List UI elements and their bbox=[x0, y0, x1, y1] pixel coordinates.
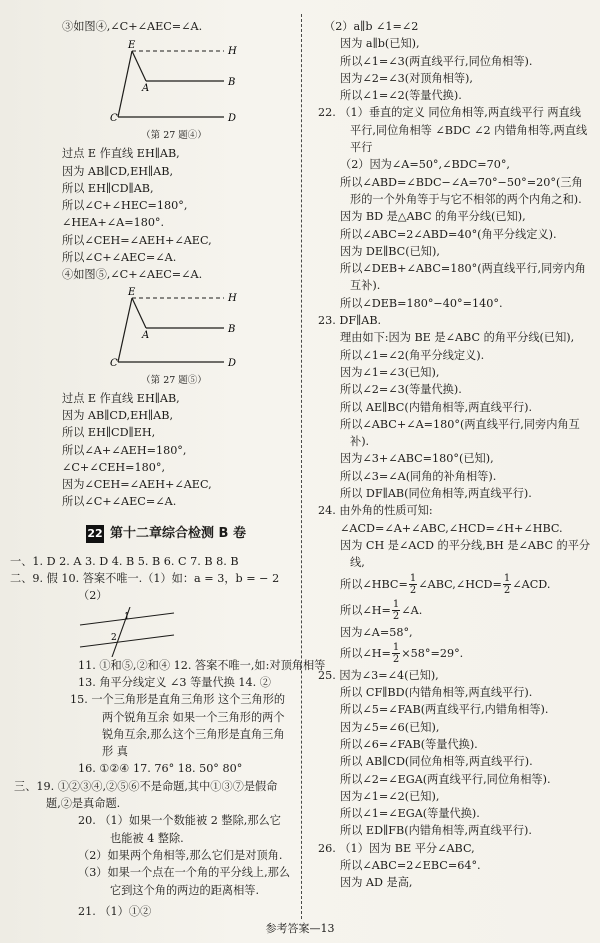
fig4-line: 因为 AB∥CD,EH∥AB, bbox=[62, 164, 174, 178]
fraction-half bbox=[392, 599, 400, 622]
q24-text: ∠A. bbox=[401, 603, 423, 617]
q25-line: 因为∠1=∠2(已知), bbox=[340, 789, 440, 803]
fraction-numerator: 1 bbox=[392, 642, 400, 654]
fraction-numerator: 1 bbox=[409, 573, 417, 584]
q22-line: 因为 BD 是△ABC 的角平分线(已知), bbox=[340, 210, 526, 224]
fig5-line: 过点 E 作直线 EH∥AB, bbox=[62, 391, 180, 405]
fraction-half bbox=[503, 573, 511, 596]
fig5-label-e: E bbox=[128, 286, 136, 298]
figure-27-5-diagram bbox=[56, 286, 292, 374]
q21-line: （2）a∥b ∠1=∠2 bbox=[324, 20, 419, 33]
answers-20-2: （2）如果两个角相等,那么它们是对顶角. bbox=[78, 848, 283, 862]
answers-11-12: 11. ①和⑤,②和④ 12. 答案不唯一,如:对顶角相等 bbox=[78, 658, 326, 672]
q25-line: 所以∠6=∠FAB(等量代换). bbox=[340, 737, 478, 751]
answers-fill-blank-2: （2） bbox=[78, 589, 108, 603]
q24-text: ∠ABC,∠HCD= bbox=[418, 577, 502, 591]
q24-text: 所以∠H= bbox=[340, 603, 391, 617]
fig4-line: 所以∠C+∠AEC=∠A. bbox=[62, 251, 177, 265]
fig5-line: 所以∠A+∠AEH=180°, bbox=[62, 443, 187, 457]
figure-27-5 bbox=[56, 286, 292, 388]
fig5-label-h: H bbox=[228, 292, 237, 304]
fig4-line: 所以 EH∥CD∥AB, bbox=[62, 181, 154, 195]
answers-fill-blank: 二、9. 假 10. 答案不唯一.（1）如：a = 3，b = − 2 bbox=[10, 572, 280, 586]
fig5-line: 因为 AB∥CD,EH∥AB, bbox=[62, 408, 174, 422]
fig5-label-d: D bbox=[228, 357, 237, 369]
fraction-denominator: 2 bbox=[392, 611, 400, 622]
fraction-half bbox=[392, 642, 400, 665]
q23-line: 所以 AE∥BC(内错角相等,两直线平行). bbox=[340, 400, 533, 414]
q26-intro: 26. （1）因为 BE 平分∠ABC, bbox=[318, 841, 475, 855]
q21-line: 因为 a∥b(已知), bbox=[340, 37, 420, 51]
fig4-label-d: D bbox=[228, 113, 237, 125]
q22-part1: 22. （1）垂直的定义 同位角相等,两直线平行 两直线平行,同位角相等 ∠BDC ∠2 内错角相等,两直线平行 bbox=[318, 106, 588, 155]
fig5-label-a: A bbox=[142, 329, 150, 341]
answers-15: 15. 一个三角形是直角三角形 这个三角形的两个锐角互余 如果一个三角形的两个锐角互余,那么这个三角形是直角三角形 真 bbox=[70, 693, 286, 759]
fig10-label-1: 1 bbox=[124, 611, 130, 622]
figure-27-4-diagram bbox=[56, 37, 292, 129]
q26-line: 因为 AD 是高, bbox=[340, 876, 413, 890]
fig5-intro: ④如图⑤,∠C+∠AEC=∠A. bbox=[62, 268, 203, 282]
q25-line: 所以 CF∥BD(内错角相等,两直线平行). bbox=[340, 686, 533, 700]
answers-13-14: 13. 角平分线定义 ∠3 等量代换 14. ② bbox=[78, 675, 271, 689]
q23-line: 因为∠1=∠3(已知), bbox=[340, 365, 440, 379]
q22-line: 所以∠ABD=∠BDC−∠A=70°−50°=20°(三角形的一个外角等于与它不相邻的两个内角之和). bbox=[340, 175, 583, 206]
q24-line: 因为 CH 是∠ACD 的平分线,BH 是∠ABC 的平分线, bbox=[340, 538, 591, 570]
figure-q10 bbox=[78, 607, 292, 657]
answers-21: 21. （1）①② bbox=[78, 904, 152, 918]
q25-line: 所以 ED∥FB(内错角相等,两直线平行). bbox=[340, 824, 532, 838]
answers-16-18: 16. ①②④ 17. 76° 18. 50° 80° bbox=[78, 762, 243, 776]
q23-answer: 23. DF∥AB. bbox=[318, 314, 382, 328]
fig4-label-h: H bbox=[228, 46, 237, 58]
fig4-label-c: C bbox=[110, 113, 118, 125]
fig4-line: ∠HEA+∠A=180°. bbox=[62, 216, 165, 230]
left-column bbox=[10, 18, 326, 920]
q24-line: ∠ACD=∠A+∠ABC,∠HCD=∠H+∠HBC. bbox=[340, 521, 563, 535]
q25-line: 所以 AB∥CD(同位角相等,两直线平行). bbox=[340, 755, 533, 769]
fig10-label-2: 2 bbox=[111, 632, 117, 643]
q25-line: 所以∠1=∠EGA(等量代换). bbox=[340, 807, 480, 821]
q23-line: 所以∠3=∠A(同角的补角相等). bbox=[340, 469, 497, 483]
q26-line: 所以∠ABC=2∠EBC=64°. bbox=[340, 859, 481, 873]
q22-line: 所以∠DEB+∠ABC=180°(两直线平行,同旁内角互补). bbox=[340, 262, 586, 293]
q24-text: ∠ACD. bbox=[512, 577, 551, 591]
q21-line: 所以∠1=∠2(等量代换). bbox=[340, 89, 462, 103]
fig4-label-b: B bbox=[228, 77, 236, 89]
q25-line: 所以∠2=∠EGA(两直线平行,同位角相等). bbox=[340, 772, 551, 786]
answers-20-1: 20. （1）如果一个数能被 2 整除,那么它也能被 4 整除. bbox=[78, 814, 281, 845]
q23-line: 所以 DF∥AB(同位角相等,两直线平行). bbox=[340, 487, 532, 501]
q21-line: 因为∠2=∠3(对顶角相等), bbox=[340, 71, 473, 85]
fig5-caption: （第 27 题⑤） bbox=[141, 374, 207, 386]
q23-line: 理由如下:因为 BE 是∠ABC 的角平分线(已知), bbox=[340, 331, 575, 345]
fraction-numerator: 1 bbox=[503, 573, 511, 584]
q25-line: 所以∠5=∠FAB(两直线平行,内错角相等). bbox=[340, 703, 549, 717]
section-heading bbox=[86, 525, 292, 543]
fig5-line: 因为∠CEH=∠AEH+∠AEC, bbox=[62, 478, 212, 492]
fraction-denominator: 2 bbox=[503, 585, 511, 596]
fraction-numerator: 1 bbox=[392, 599, 400, 610]
q24-fraction-line-2 bbox=[318, 598, 592, 624]
section-number: 22 bbox=[86, 525, 104, 543]
fraction-denominator: 2 bbox=[409, 585, 417, 596]
fig5-label-b: B bbox=[228, 323, 236, 335]
fig4-label-a: A bbox=[142, 83, 150, 95]
fig5-label-c: C bbox=[110, 357, 118, 369]
q22-line: （2）因为∠A=50°,∠BDC=70°, bbox=[340, 158, 510, 172]
fig4-line: 所以∠CEH=∠AEH+∠AEC, bbox=[62, 233, 212, 247]
q23-line: 因为∠3+∠ABC=180°(已知), bbox=[340, 452, 494, 466]
fig4-caption: （第 27 题④） bbox=[141, 130, 207, 142]
q25-line: 因为∠5=∠6(已知), bbox=[340, 720, 440, 734]
fig4-intro: ③如图④,∠C+∠AEC=∠A. bbox=[62, 20, 203, 33]
q23-line: 所以∠1=∠2(角平分线定义). bbox=[340, 348, 485, 362]
q24-text: ×58°=29°. bbox=[401, 646, 464, 660]
fig5-line: ∠C+∠CEH=180°, bbox=[62, 460, 166, 474]
q21-line: 所以∠1=∠3(两直线平行,同位角相等). bbox=[340, 54, 533, 68]
q24-intro: 24. 由外角的性质可知: bbox=[318, 504, 433, 518]
fig4-line: 所以∠C+∠HEC=180°, bbox=[62, 199, 188, 213]
fig4-line: 过点 E 作直线 EH∥AB, bbox=[62, 147, 180, 161]
q24-text: 所以∠H= bbox=[340, 646, 391, 660]
page-footer: 参考答案—13 bbox=[265, 922, 335, 935]
q23-line: 所以∠ABC+∠A=180°(两直线平行,同旁内角互补). bbox=[340, 417, 580, 449]
q22-line: 所以∠DEB=180°−40°=140°. bbox=[340, 296, 503, 310]
answers-19: 三、19. ①②③④,②⑤⑥不是命题,其中①③⑦是假命题,②是真命题. bbox=[14, 779, 278, 811]
figure-27-4 bbox=[56, 37, 292, 143]
right-column bbox=[318, 18, 592, 892]
q23-line: 所以∠2=∠3(等量代换). bbox=[340, 383, 462, 397]
answers-20-3: （3）如果一个点在一个角的平分线上,那么它到这个角的两边的距离相等. bbox=[78, 866, 291, 897]
fraction-half bbox=[409, 573, 417, 596]
figure-q10-diagram bbox=[78, 607, 178, 657]
answers-multiple-choice: 一、1. D 2. A 3. D 4. B 5. B 6. C 7. B 8. B bbox=[10, 554, 239, 568]
q22-line: 所以∠ABC=2∠ABD=40°(角平分线定义). bbox=[340, 227, 557, 241]
fig5-line: 所以∠C+∠AEC=∠A. bbox=[62, 495, 177, 509]
q24-line: 因为∠A=58°, bbox=[340, 625, 413, 639]
section-title: 第十二章综合检测 B 卷 bbox=[110, 526, 246, 542]
fig5-line: 所以 EH∥CD∥EH, bbox=[62, 426, 156, 440]
column-divider bbox=[301, 14, 302, 919]
q22-line: 因为 DE∥BC(已知), bbox=[340, 244, 440, 258]
q24-fraction-line-1 bbox=[318, 572, 592, 598]
q24-text: 所以∠HBC= bbox=[340, 577, 408, 591]
fig4-label-e: E bbox=[128, 40, 136, 52]
q25-intro: 25. 因为∠3=∠4(已知), bbox=[318, 668, 439, 682]
q24-fraction-line-3 bbox=[318, 641, 592, 667]
fraction-denominator: 2 bbox=[392, 654, 400, 666]
